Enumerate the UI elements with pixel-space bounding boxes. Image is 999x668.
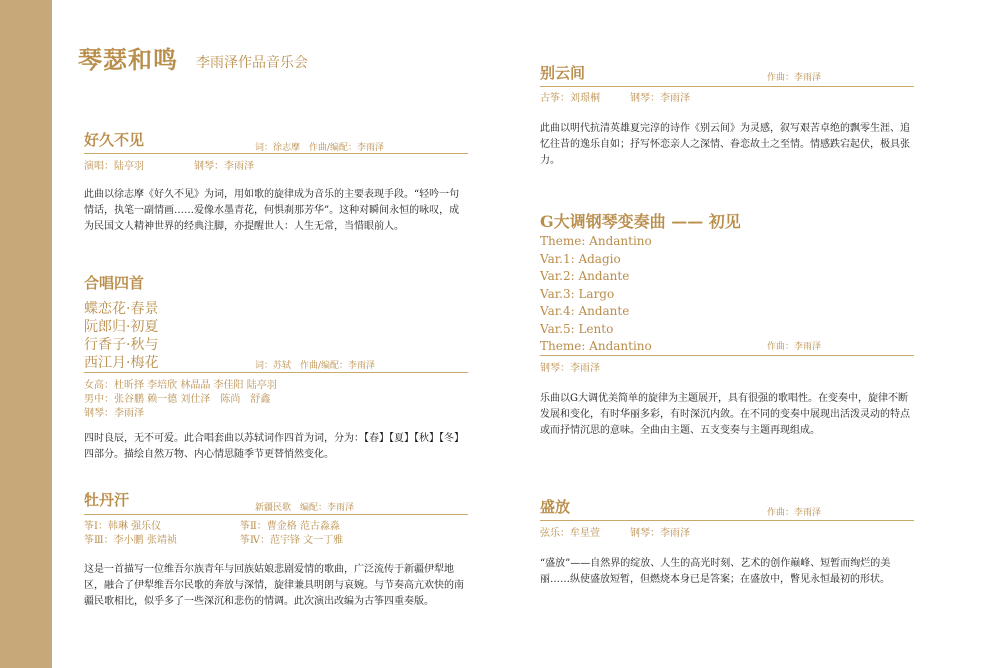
piece-description: 乐曲以G大调优美简单的旋律为主题展开，具有很强的歌唱性。在变奏中，旋律不断发展和变化，有时华丽多彩，有时深沉内敛。在不同的变奏中展现出活泼灵动的特点或而抒情沉思的意味。全曲由主题、五支变奏与主题再现组成。 — [540, 393, 910, 436]
concert-subtitle: 李雨泽作品音乐会 — [196, 55, 308, 71]
piece-description: “盛放”——自然界的绽放、人生的高光时刻、艺术的创作巅峰、短暂而绚烂的美丽……纵使盛放短暂，但燃烧本身已是答案；在盛放中，瞥见永恒最初的形状。 — [540, 558, 891, 585]
piece-description: 此曲以徐志摩《好久不见》为词，用如歌的旋律成为音乐的主要表现手段。“轻吟一句情话，执笔一副情画……爱像水墨青花，何惧刹那芳华”。这种对瞬间永恒的咏叹，成为民国文人精神世界的经典注脚，亦提醒世人：人生无常，当惜眼前人。 — [84, 189, 460, 232]
piece-description: 这是一首描写一位维吾尔族青年与回族姑娘悲剧爱情的歌曲，广泛流传于新疆伊犁地区，融合了伊犁维吾尔民歌的奔放与深情，旋律兼具明朗与哀婉。与节奏高亢欢快的南疆民歌相比，似乎多了一些深沉和悲伤的情调。此次演出改编为古筝四重奏版。 — [84, 564, 464, 607]
divider — [84, 153, 468, 154]
piece-credit: 词：徐志摩 作曲/编配：李雨泽 — [255, 143, 385, 153]
piece-performers — [84, 520, 468, 550]
piece-performers: 古筝：刘璟桐 钢琴：李雨泽 — [540, 93, 690, 104]
piece-title: G大调钢琴变奏曲 —— 初见 — [540, 212, 741, 231]
piece-performers: 弦乐：牟星萱 钢琴：李雨泽 — [540, 528, 690, 539]
piece-title: 盛放 — [540, 498, 571, 516]
divider — [84, 372, 468, 373]
sub-piece: 西江月·梅花 — [84, 355, 159, 371]
piece-description: 此曲以明代抗清英雄夏完淳的诗作《别云间》为灵感，叙写艰苦卓绝的飘零生涯、追忆往昔的逸乐自如；抒写怀恋亲人之深情、眷恋故土之至情。情感跌宕起伏，极具张力。 — [540, 123, 910, 166]
piece-credit: 词：苏轼 作曲/编配：李雨泽 — [255, 361, 376, 371]
movement: Theme: Andantino — [540, 234, 652, 248]
movement: Var.5: Lento — [540, 321, 614, 336]
divider — [84, 514, 468, 515]
piece-performers — [84, 379, 277, 421]
sub-piece: 行香子·秋与 — [84, 337, 159, 353]
piece-performers: 钢琴：李雨泽 — [540, 363, 600, 374]
performer-line: 男中：张谷鹏 赖一德 刘仕泽 陈尚 舒鑫 — [84, 394, 271, 405]
piece-credit: 作曲：李雨泽 — [767, 342, 822, 352]
piece-description: 四时良辰，无不可爱。此合唱套曲以苏轼词作四首为词，分为：【春】【夏】【秋】【冬】四部分。描绘自然万物、内心情思随季节更替悄然变化。 — [84, 433, 464, 460]
performer-line: 女高：杜昕择 李培欣 林晶晶 李佳阳 陆亭羽 — [84, 380, 277, 391]
piece-credit: 作曲：李雨泽 — [767, 508, 822, 518]
sub-piece: 蝶恋花·春景 — [84, 301, 159, 317]
book-spine — [0, 0, 52, 668]
piece-performers: 演唱：陆亭羽 钢琴：李雨泽 — [84, 161, 254, 172]
sub-piece-list — [84, 300, 158, 372]
piece-title: 别云间 — [540, 64, 586, 82]
movement: Var.3: Largo — [540, 286, 615, 301]
piece-title: 合唱四首 — [84, 274, 145, 292]
movement: Theme: Andantino — [540, 339, 652, 353]
sub-piece: 阮郎归·初夏 — [84, 319, 159, 335]
movement-list — [540, 233, 652, 356]
piece-credit: 新疆民歌 编配：李雨泽 — [255, 503, 355, 513]
piece-credit: 作曲：李雨泽 — [767, 73, 822, 83]
movement: Var.1: Adagio — [540, 251, 621, 266]
divider — [540, 520, 914, 521]
movement: Var.4: Andante — [540, 304, 630, 318]
performer-line: 筝Ⅲ：李小鹏 张靖祯 — [84, 535, 177, 546]
performer-line: 筝Ⅰ：韩琳 强乐仪 — [84, 521, 162, 532]
piece-title: 牡丹汗 — [84, 491, 130, 509]
divider — [540, 355, 914, 356]
piece-title: 好久不见 — [84, 131, 145, 149]
divider — [540, 86, 914, 87]
performer-line: 筝Ⅳ：范宇锋 文一丁雅 — [240, 535, 344, 546]
performer-line: 筝Ⅱ：曹金格 范古淼淼 — [240, 521, 340, 532]
movement: Var.2: Andante — [540, 269, 630, 283]
concert-title: 琴瑟和鸣 — [78, 45, 178, 74]
performer-line: 钢琴：李雨泽 — [84, 408, 144, 419]
